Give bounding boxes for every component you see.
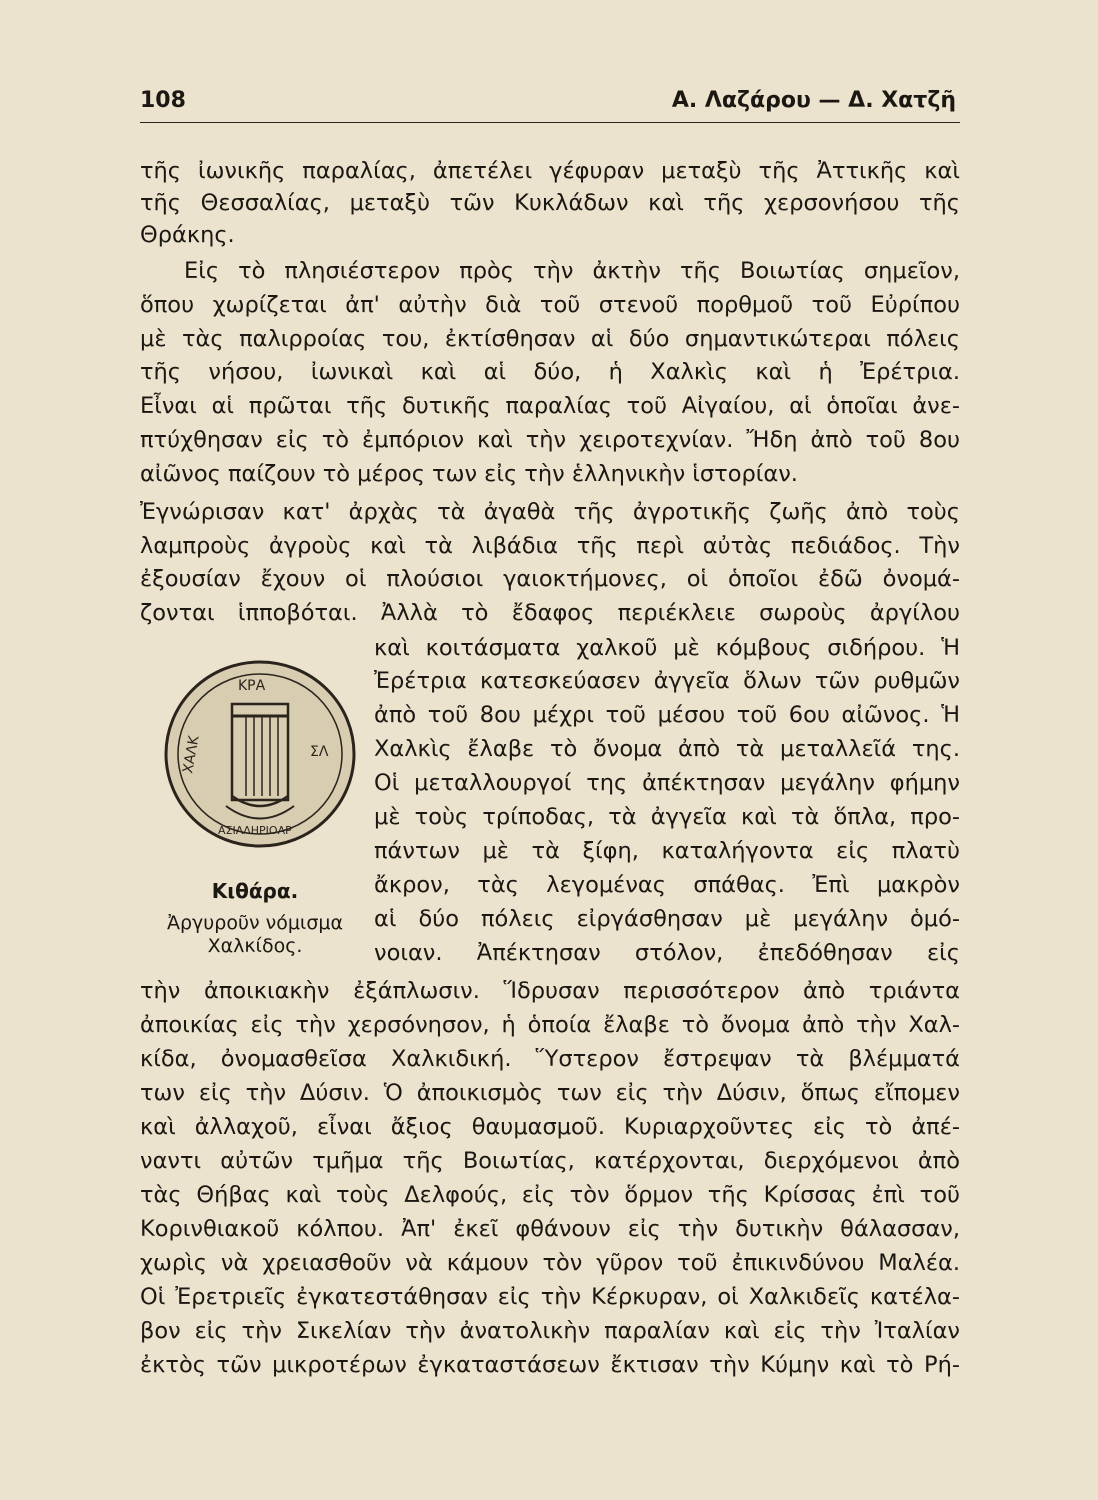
text-line: αἱ δύο πόλεις εἰργάσθησαν μὲ μεγάλην ὁμό- <box>374 906 960 932</box>
text-line: ζονται ἱπποβόται. Ἀλλὰ τὸ ἔδαφος περιέκλειε σωροὺς ἀργίλου <box>140 600 960 626</box>
text-line: μὲ τοὺς τρίποδας, τὰ ἀγγεῖα καὶ τὰ ὅπλα, προ- <box>374 804 960 830</box>
text-line: τῆς ἰωνικῆς παραλίας, ἀπετέλει γέφυραν μεταξὺ τῆς Ἀττικῆς καὶ <box>140 158 960 184</box>
figure-caption-2: Χαλκίδος. <box>207 935 303 957</box>
text-line: Χαλκὶς ἔλαβε τὸ ὄνομα ἀπὸ τὰ μεταλλεῖά της. <box>374 736 960 762</box>
text-line: αἰῶνος παίζουν τὸ μέρος των εἰς τὴν ἑλληνικὴν ἱστορίαν. <box>140 461 798 487</box>
page-header <box>140 86 960 123</box>
text-line: Ἐρέτρια κατεσκεύασεν ἀγγεῖα ὅλων τῶν ρυθμῶν <box>374 668 960 694</box>
text-line: ναντι αὐτῶν τμῆμα τῆς Βοιωτίας, κατέρχονται, διερχόμενοι ἀπὸ <box>140 1148 960 1174</box>
text-line: τῆς Θεσσαλίας, μεταξὺ τῶν Κυκλάδων καὶ τῆς χερσονήσου τῆς <box>140 190 960 216</box>
text-line: πτύχθησαν εἰς τὸ ἐμπόριον καὶ τὴν χειροτεχνίαν. Ἤδη ἀπὸ τοῦ 8ου <box>140 427 960 453</box>
text-line: Εἰς τὸ πλησιέστερον πρὸς τὴν ἀκτὴν τῆς Βοιωτίας σημεῖον, <box>184 258 960 284</box>
text-line: βον εἰς τὴν Σικελίαν τὴν ἀνατολικὴν παραλίαν καὶ εἰς τὴν Ἰταλίαν <box>140 1318 960 1344</box>
text-line: ἐκτὸς τῶν μικροτέρων ἐγκαταστάσεων ἔκτισαν τὴν Κύμην καὶ τὸ Ρή- <box>140 1352 960 1378</box>
text-line: καὶ κοιτάσματα χαλκοῦ μὲ κόμβους σιδήρου. Ἡ <box>374 635 960 661</box>
coin-legend-left: ΧΑΛΚ <box>180 734 203 775</box>
text-line: τῆς νήσου, ἰωνικαὶ καὶ αἱ δύο, ἡ Χαλκὶς καὶ ἡ Ἐρέτρια. <box>140 359 960 385</box>
text-line: λαμπροὺς ἀγροὺς καὶ τὰ λιβάδια τῆς περὶ αὐτὰς πεδιάδος. Τὴν <box>140 533 960 559</box>
text-line: Κορινθιακοῦ κόλπου. Ἀπ' ἐκεῖ φθάνουν εἰς τὴν δυτικὴν θάλασσαν, <box>140 1216 960 1242</box>
kithara-coin-figure <box>160 656 360 852</box>
text-line: κίδα, ὀνομασθεῖσα Χαλκιδική. Ὕστερον ἔστρεψαν τὰ βλέμματά <box>140 1046 960 1072</box>
page-number: 108 <box>140 88 186 113</box>
text-line: νοιαν. Ἀπέκτησαν στόλον, ἐπεδόθησαν εἰς <box>374 940 960 966</box>
coin-legend-right: ΣΛ <box>310 744 329 760</box>
text-line: ἐξουσίαν ἔχουν οἱ πλούσιοι γαιοκτήμονες, οἱ ὁποῖοι ἐδῶ ὀνομά- <box>140 566 960 592</box>
text-line: Οἱ μεταλλουργοί της ἀπέκτησαν μεγάλην φήμην <box>374 770 960 796</box>
text-line: ὅπου χωρίζεται ἀπ' αὐτὴν διὰ τοῦ στενοῦ πορθμοῦ τοῦ Εὐρίπου <box>140 292 960 318</box>
running-title: Α. Λαζάρου — Δ. Χατζῆ <box>671 88 956 113</box>
text-line: Οἱ Ἐρετριεῖς ἐγκατεστάθησαν εἰς τὴν Κέρκυραν, οἱ Χαλκιδεῖς κατέλα- <box>140 1284 960 1310</box>
text-line: τὴν ἀποικιακὴν ἐξάπλωσιν. Ἵδρυσαν περισσότερον ἀπὸ τριάντα <box>140 978 960 1004</box>
text-line: των εἰς τὴν Δύσιν. Ὁ ἀποικισμὸς των εἰς τὴν Δύσιν, ὅπως εἴπομεν <box>140 1080 960 1106</box>
figure-caption-1: Ἀργυροῦν νόμισμα <box>166 912 344 934</box>
text-line: Ἐγνώρισαν κατ' ἀρχὰς τὰ ἀγαθὰ τῆς ἀγροτικῆς ζωῆς ἀπὸ τοὺς <box>140 499 960 525</box>
text-line: πάντων μὲ τὰ ξίφη, καταλήγοντα εἰς πλατὺ <box>374 838 960 864</box>
text-line: Εἶναι αἱ πρῶται τῆς δυτικῆς παραλίας τοῦ Αἰγαίου, αἱ ὁποῖαι ἀνε- <box>140 393 960 419</box>
coin-legend-top: ΚΡΑ <box>238 678 266 694</box>
text-line: ἀποικίας εἰς τὴν χερσόνησον, ἡ ὁποία ἔλαβε τὸ ὄνομα ἀπὸ τὴν Χαλ- <box>140 1012 960 1038</box>
text-line: χωρὶς νὰ χρειασθοῦν νὰ κάμουν τὸν γῦρον τοῦ ἐπικινδύνου Μαλέα. <box>140 1250 960 1276</box>
text-line: τὰς Θήβας καὶ τοὺς Δελφούς, εἰς τὸν ὅρμον τῆς Κρίσσας ἐπὶ τοῦ <box>140 1182 960 1208</box>
text-line: Θράκης. <box>140 222 235 248</box>
text-line: ἀπὸ τοῦ 8ου μέχρι τοῦ μέσου τοῦ 6ου αἰῶνος. Ἡ <box>374 702 960 728</box>
figure-title: Κιθάρα. <box>211 879 299 903</box>
coin-legend-bottom: ΑΣΙΑΛΗΡΙΟΑΡ <box>218 824 292 837</box>
text-line: καὶ ἀλλαχοῦ, εἶναι ἄξιος θαυμασμοῦ. Κυριαρχοῦντες εἰς τὸ ἀπέ- <box>140 1114 960 1140</box>
text-line: μὲ τὰς παλιρροίας του, ἐκτίσθησαν αἱ δύο σημαντικώτεραι πόλεις <box>140 326 960 352</box>
text-line: ἄκρον, τὰς λεγομένας σπάθας. Ἐπὶ μακρὸν <box>374 872 960 898</box>
